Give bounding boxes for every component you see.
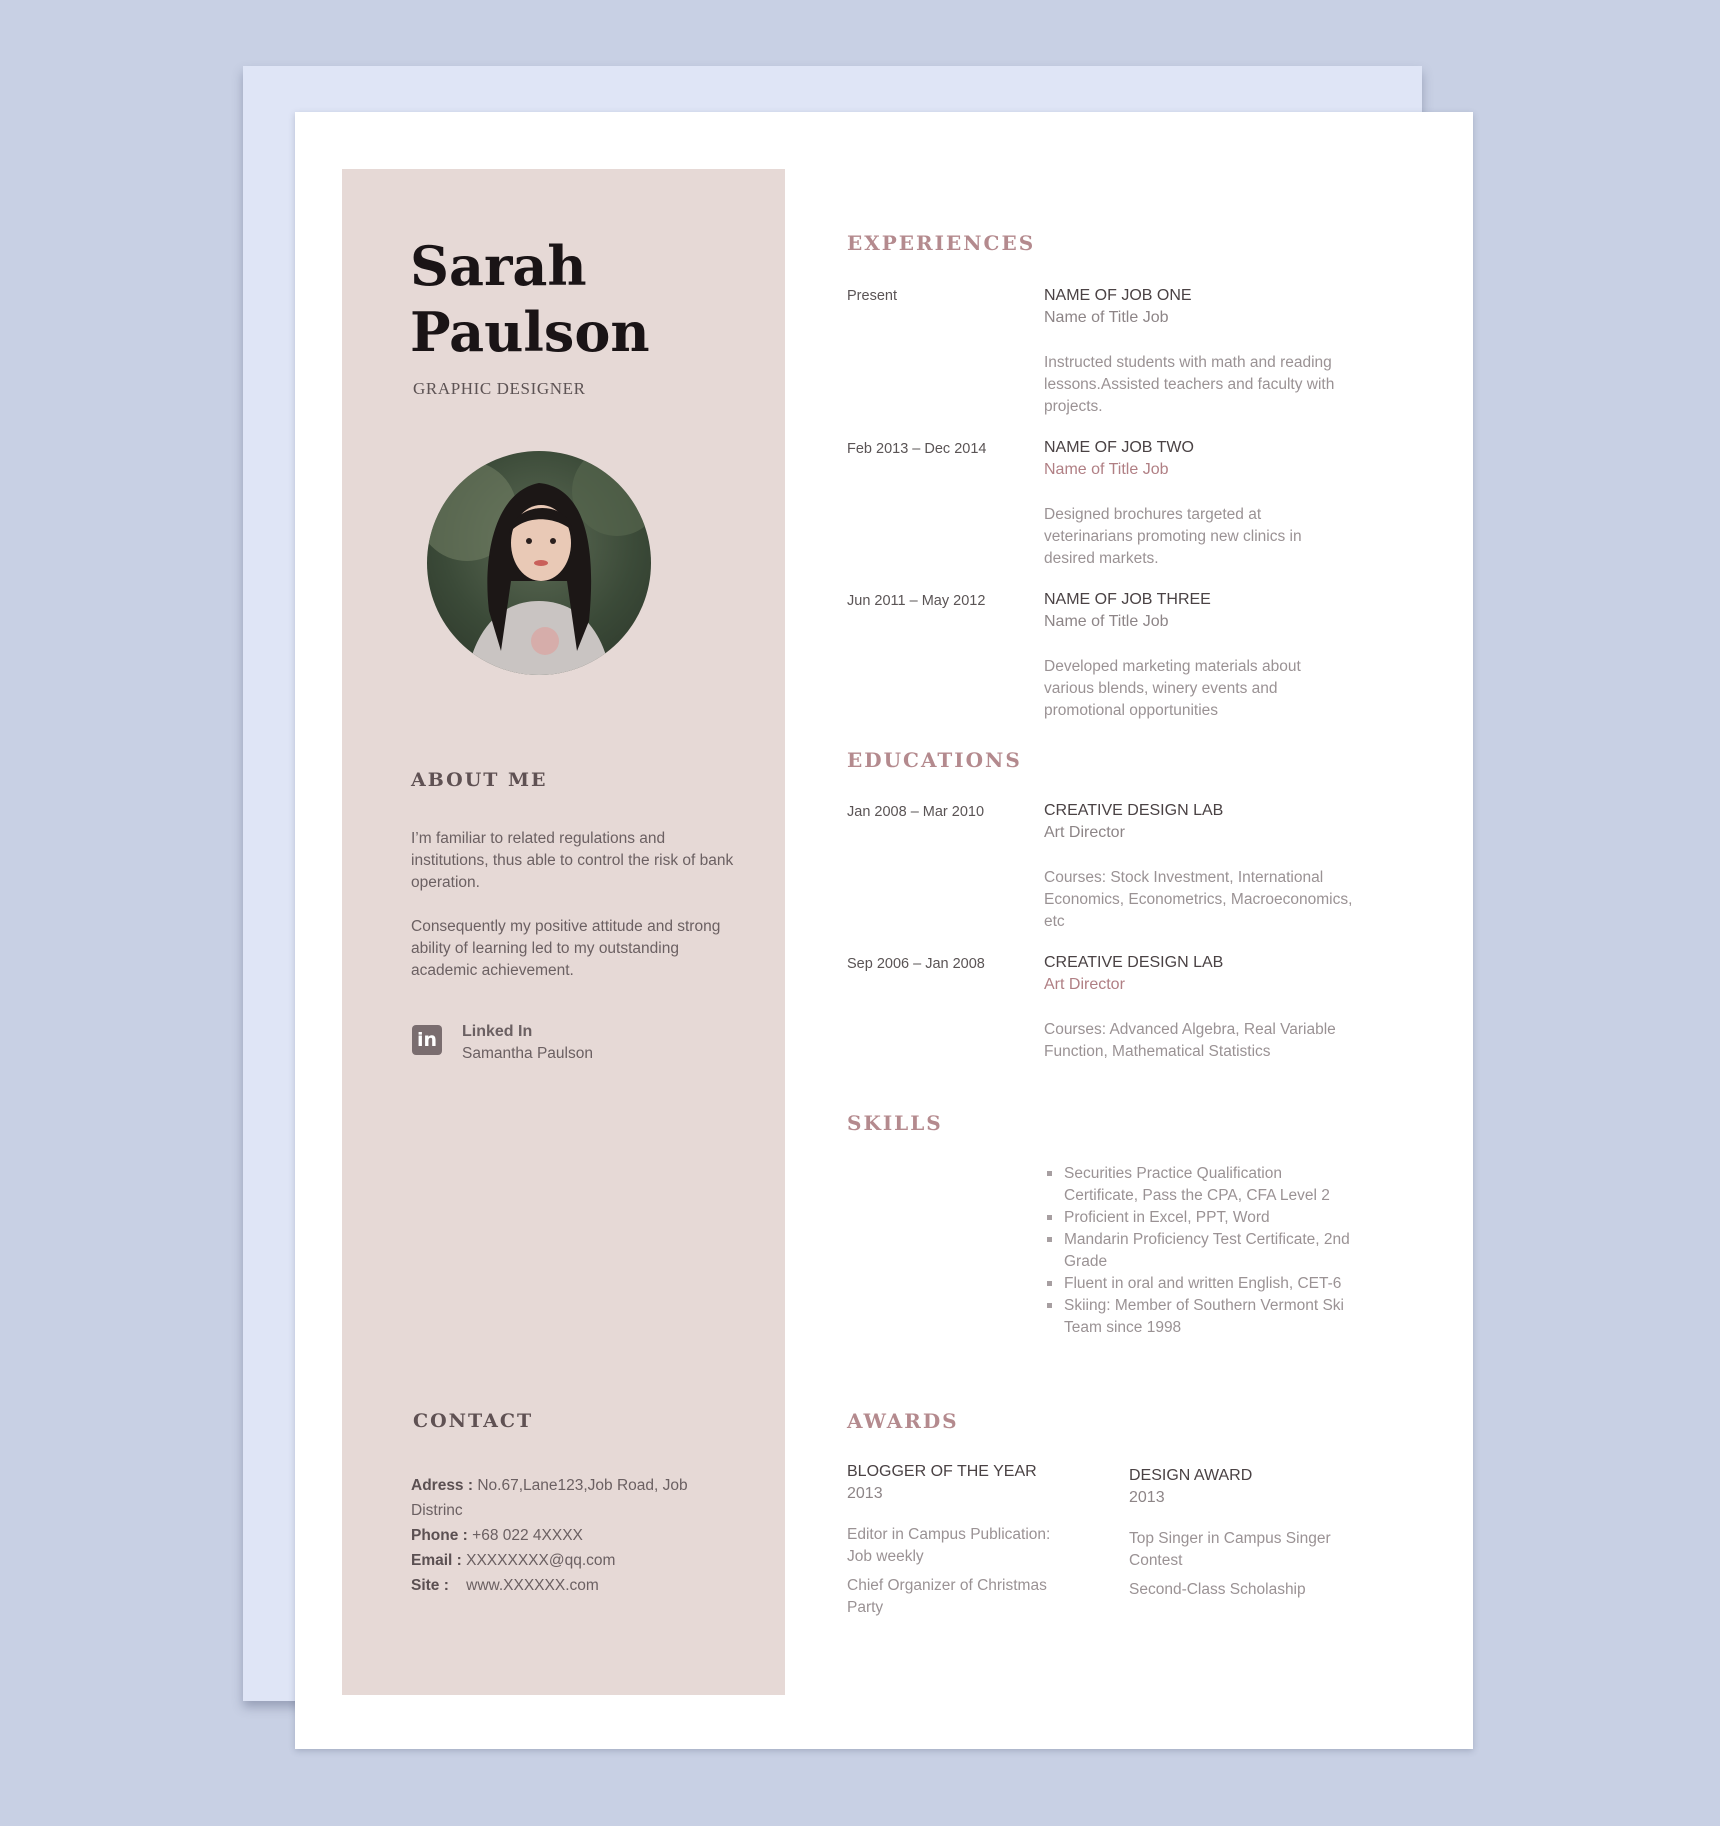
experience-description: Developed marketing materials about various blends, winery events and promotional opportunities <box>1044 658 1301 719</box>
job-role: GRAPHIC DESIGNER <box>413 379 586 398</box>
skill-item: Proficient in Excel, PPT, Word <box>1044 1207 1354 1229</box>
avatar-portrait-icon <box>427 451 651 675</box>
education-subtitle: Art Director <box>1044 976 1125 993</box>
experience-description: Instructed students with math and reading lessons.Assisted teachers and faculty with projects. <box>1044 354 1335 415</box>
awards-heading: AWARDS <box>847 1409 959 1433</box>
address-value: No.67,Lane123,Job Road, Job Distrinc <box>411 1477 688 1519</box>
phone-label: Phone : <box>411 1527 468 1544</box>
skill-item: Fluent in oral and written English, CET-6 <box>1044 1273 1354 1295</box>
education-title: CREATIVE DESIGN LAB <box>1044 802 1224 819</box>
education-date: Sep 2006 – Jan 2008 <box>847 956 985 972</box>
experience-subtitle: Name of Title Job <box>1044 309 1169 326</box>
linkedin-username[interactable]: Samantha Paulson <box>462 1045 593 1062</box>
experience-subtitle: Name of Title Job <box>1044 461 1169 478</box>
education-subtitle: Art Director <box>1044 824 1125 841</box>
experience-title: NAME OF JOB ONE <box>1044 287 1192 304</box>
resume-page <box>295 112 1473 1749</box>
avatar <box>427 451 651 675</box>
about-paragraph-2: Consequently my positive attitude and strong ability of learning led to my outstanding academic achievement. <box>411 918 721 979</box>
award-title: BLOGGER OF THE YEAR <box>847 1463 1037 1480</box>
skill-item: Securities Practice Qualification Certificate, Pass the CPA, CFA Level 2 <box>1044 1163 1354 1207</box>
last-name: Paulson <box>410 300 650 364</box>
skills-list <box>1044 1163 1354 1339</box>
experience-title: NAME OF JOB TWO <box>1044 439 1194 456</box>
first-name: Sarah <box>410 234 587 298</box>
award-description: Second-Class Scholaship <box>1129 1581 1306 1598</box>
skills-heading: SKILLS <box>847 1111 943 1135</box>
experience-description: Designed brochures targeted at veterinarians promoting new clinics in desired markets. <box>1044 506 1302 567</box>
experience-title: NAME OF JOB THREE <box>1044 591 1211 608</box>
award-description: Top Singer in Campus Singer Contest <box>1129 1530 1331 1569</box>
educations-heading: EDUCATIONS <box>847 748 1022 772</box>
site-value[interactable]: www.XXXXXX.com <box>448 1577 599 1594</box>
experience-date: Present <box>847 288 897 304</box>
education-description: Courses: Advanced Algebra, Real Variable Function, Mathematical Statistics <box>1044 1021 1336 1060</box>
experience-subtitle: Name of Title Job <box>1044 613 1169 630</box>
education-date: Jan 2008 – Mar 2010 <box>847 804 985 820</box>
education-description: Courses: Stock Investment, International Economics, Econometrics, Macroeconomics, etc <box>1044 869 1353 930</box>
linkedin-icon[interactable]: in <box>412 1025 442 1055</box>
person-name <box>410 233 650 365</box>
award-description: Editor in Campus Publication: Job weekly <box>847 1526 1051 1565</box>
skill-item: Skiing: Member of Southern Vermont Ski Team since 1998 <box>1044 1295 1354 1339</box>
contact-email <box>411 1548 731 1573</box>
email-label: Email : <box>411 1552 462 1569</box>
about-paragraph-1: I’m familiar to related regulations and institutions, thus able to control the risk of bank operation. <box>411 830 734 891</box>
experience-date: Jun 2011 – May 2012 <box>847 593 986 609</box>
award-year: 2013 <box>847 1485 883 1502</box>
contact-phone <box>411 1523 731 1548</box>
email-value[interactable]: XXXXXXXX@qq.com <box>461 1552 616 1569</box>
contact-site <box>411 1573 731 1598</box>
education-title: CREATIVE DESIGN LAB <box>1044 954 1224 971</box>
resume-sidebar <box>342 169 785 1695</box>
award-title: DESIGN AWARD <box>1129 1467 1253 1484</box>
experience-date: Feb 2013 – Dec 2014 <box>847 441 987 457</box>
award-description: Chief Organizer of Christmas Party <box>847 1577 1047 1616</box>
award-year: 2013 <box>1129 1489 1165 1506</box>
experiences-heading: EXPERIENCES <box>847 231 1036 255</box>
about-heading: ABOUT ME <box>411 769 548 791</box>
address-label: Adress : <box>411 1477 474 1494</box>
phone-value: +68 022 4XXXX <box>467 1527 583 1544</box>
contact-address <box>411 1473 711 1523</box>
site-label: Site : <box>411 1577 449 1594</box>
linkedin-title: Linked In <box>462 1023 533 1040</box>
contact-heading: CONTACT <box>413 1410 534 1432</box>
skill-item: Mandarin Proficiency Test Certificate, 2nd Grade <box>1044 1229 1354 1273</box>
